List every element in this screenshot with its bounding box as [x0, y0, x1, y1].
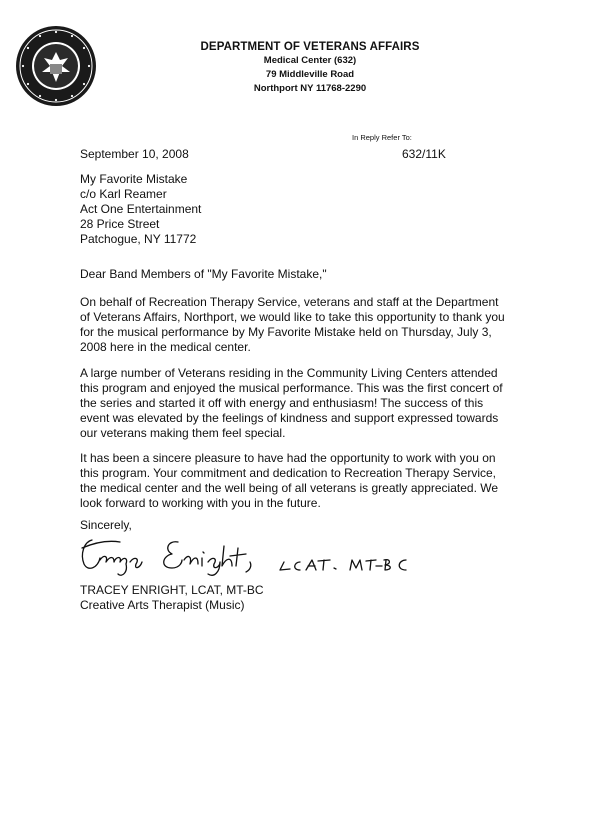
letterhead: [180, 40, 440, 96]
signer-title: Creative Arts Therapist (Music): [80, 598, 245, 612]
address-line: c/o Karl Reamer: [80, 187, 167, 201]
facility-city: Northport NY 11768-2290: [253, 83, 367, 94]
address-line: My Favorite Mistake: [80, 172, 188, 186]
signer-name: TRACEY ENRIGHT, LCAT, MT-BC: [80, 583, 264, 597]
signer-block: [80, 583, 264, 613]
department-name: DEPARTMENT OF VETERANS AFFAIRS: [200, 41, 420, 53]
closing: Sincerely,: [80, 518, 132, 532]
facility-name: Medical Center (632): [263, 55, 357, 66]
reply-refer-code: 632/11K: [402, 147, 446, 161]
address-line: Act One Entertainment: [80, 202, 202, 216]
body-paragraph: It has been a sincere pleasure to have had the opportunity to work with you on this program. Your commitment and dedication to Recreation Therapy Service, the medical center and the well being of all veterans is greatly appreciated. We look forward to working with you in the future.: [80, 451, 499, 510]
address-line: 28 Price Street: [80, 217, 160, 231]
facility-street: 79 Middleville Road: [265, 69, 355, 80]
va-seal-icon: [14, 24, 98, 108]
salutation: Dear Band Members of "My Favorite Mistake,": [80, 267, 327, 281]
address-line: Patchogue, NY 11772: [80, 232, 197, 246]
letter-date: September 10, 2008: [80, 147, 189, 161]
body-paragraph: On behalf of Recreation Therapy Service, veterans and staff at the Department of Veterans Affairs, Northport, we would like to take this opportunity to thank you for the musical performance by My Favorite Mistake held on Thursday, July 3, 2008 here in the medical center.: [80, 295, 505, 354]
reply-refer-label: In Reply Refer To:: [352, 133, 412, 142]
handwritten-signature: [74, 528, 424, 580]
recipient-address: [80, 172, 201, 247]
body-paragraph: A large number of Veterans residing in the Community Living Centers attended this program and enjoyed the musical performance. This was the first concert of the series and started it off with energy and enthusiasm! The success of this event was elevated by the feelings of kindness and support expressed towards our veterans making them feel special.: [80, 366, 503, 440]
